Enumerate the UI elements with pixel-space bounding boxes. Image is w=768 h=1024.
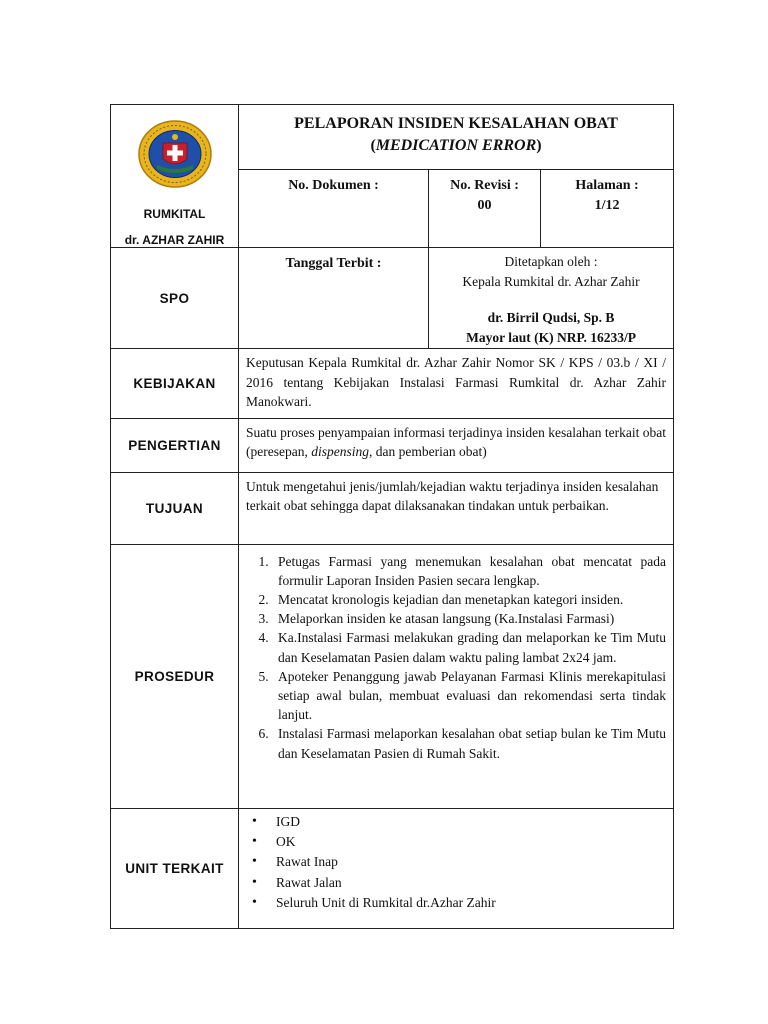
- objective-text: Untuk mengetahui jenis/jumlah/kejadian waktu terjadinya insiden kesalahan terkait obat sehingga dapat dilaksanakan tindakan untuk perbaikan.: [239, 472, 674, 544]
- approver-name: dr. Birril Qudsi, Sp. B: [487, 310, 615, 325]
- document-number-label: No. Dokumen :: [288, 178, 379, 193]
- related-units-cell: [239, 808, 674, 928]
- approved-by-label: Ditetapkan oleh :: [504, 254, 598, 269]
- procedure-step: 4. Ka.Instalasi Farmasi melakukan grading dan melaporkan ke Tim Mutu dan Keselamatan Pasien dalam waktu paling lambat 2x24 jam.: [272, 628, 666, 666]
- policy-text: Keputusan Kepala Rumkital dr. Azhar Zahir Nomor SK / KPS / 03.b / XI / 2016 tentang Kebijakan Instalasi Farmasi Rumkital dr. Azhar Zahir Manokwari.: [239, 349, 674, 419]
- title-line2: (MEDICATION ERROR): [370, 137, 542, 154]
- unit-item: • OK: [276, 832, 666, 852]
- objective-label: TUJUAN: [111, 472, 239, 544]
- spo-label: SPO: [111, 248, 239, 349]
- unit-item: • Rawat Jalan: [276, 873, 666, 893]
- procedure-step: 6. Instalasi Farmasi melaporkan kesalahan obat setiap bulan ke Tim Mutu dan Keselamatan Pasien di Rumah Sakit.: [272, 724, 666, 762]
- related-units-label: UNIT TERKAIT: [111, 808, 239, 928]
- approver-rank: Mayor laut (K) NRP. 16233/P: [466, 330, 636, 345]
- definition-text: Suatu proses penyampaian informasi terjadinya insiden kesalahan terkait obat (peresepan, dispensing, dan pemberian obat): [239, 418, 674, 472]
- title-line1: PELAPORAN INSIDEN KESALAHAN OBAT: [294, 115, 618, 132]
- hospital-name-line2: dr. AZHAR ZAHIR: [124, 233, 225, 247]
- definition-italic-term: dispensing: [311, 444, 369, 459]
- procedure-label: PROSEDUR: [111, 544, 239, 808]
- title-italic: MEDICATION ERROR: [375, 137, 537, 154]
- page-cell: [541, 170, 674, 248]
- procedure-steps: [246, 552, 666, 763]
- related-units-list: [246, 812, 666, 914]
- policy-label: KEBIJAKAN: [111, 349, 239, 419]
- procedure-step: 5. Apoteker Penanggung jawab Pelayanan Farmasi Klinis merekapitulasi setiap awal bulan, membuat evaluasi dan rekomendasi serta tindak lanjut.: [272, 667, 666, 725]
- unit-item: • Seluruh Unit di Rumkital dr.Azhar Zahir: [276, 893, 666, 913]
- issue-date-cell: [239, 248, 429, 349]
- revision-value: 00: [477, 198, 492, 213]
- procedure-step: 1. Petugas Farmasi yang menemukan kesalahan obat mencatat pada formulir Laporan Insiden Pasien secara lengkap.: [272, 552, 666, 590]
- hospital-identity-cell: [111, 105, 239, 248]
- document-number-cell: [239, 170, 429, 248]
- revision-cell: [429, 170, 541, 248]
- hospital-name-line1: RUMKITAL: [143, 207, 206, 221]
- spo-document: [110, 104, 673, 929]
- definition-label: PENGERTIAN: [111, 418, 239, 472]
- document-title: [239, 105, 674, 170]
- revision-label: No. Revisi :: [450, 178, 519, 193]
- unit-item: • Rawat Inap: [276, 852, 666, 872]
- navy-hospital-emblem-icon: [137, 119, 213, 189]
- issue-date-label: Tanggal Terbit :: [285, 256, 382, 271]
- page-value: 1/12: [594, 198, 620, 213]
- procedure-cell: [239, 544, 674, 808]
- approved-by-position: Kepala Rumkital dr. Azhar Zahir: [462, 274, 640, 289]
- unit-item: • IGD: [276, 812, 666, 832]
- approval-cell: [429, 248, 674, 349]
- procedure-step: 2. Mencatat kronologis kejadian dan menetapkan kategori insiden.: [272, 590, 666, 609]
- page-label: Halaman :: [575, 178, 639, 193]
- spo-table: [110, 104, 674, 929]
- procedure-step: 3. Melaporkan insiden ke atasan langsung (Ka.Instalasi Farmasi): [272, 609, 666, 628]
